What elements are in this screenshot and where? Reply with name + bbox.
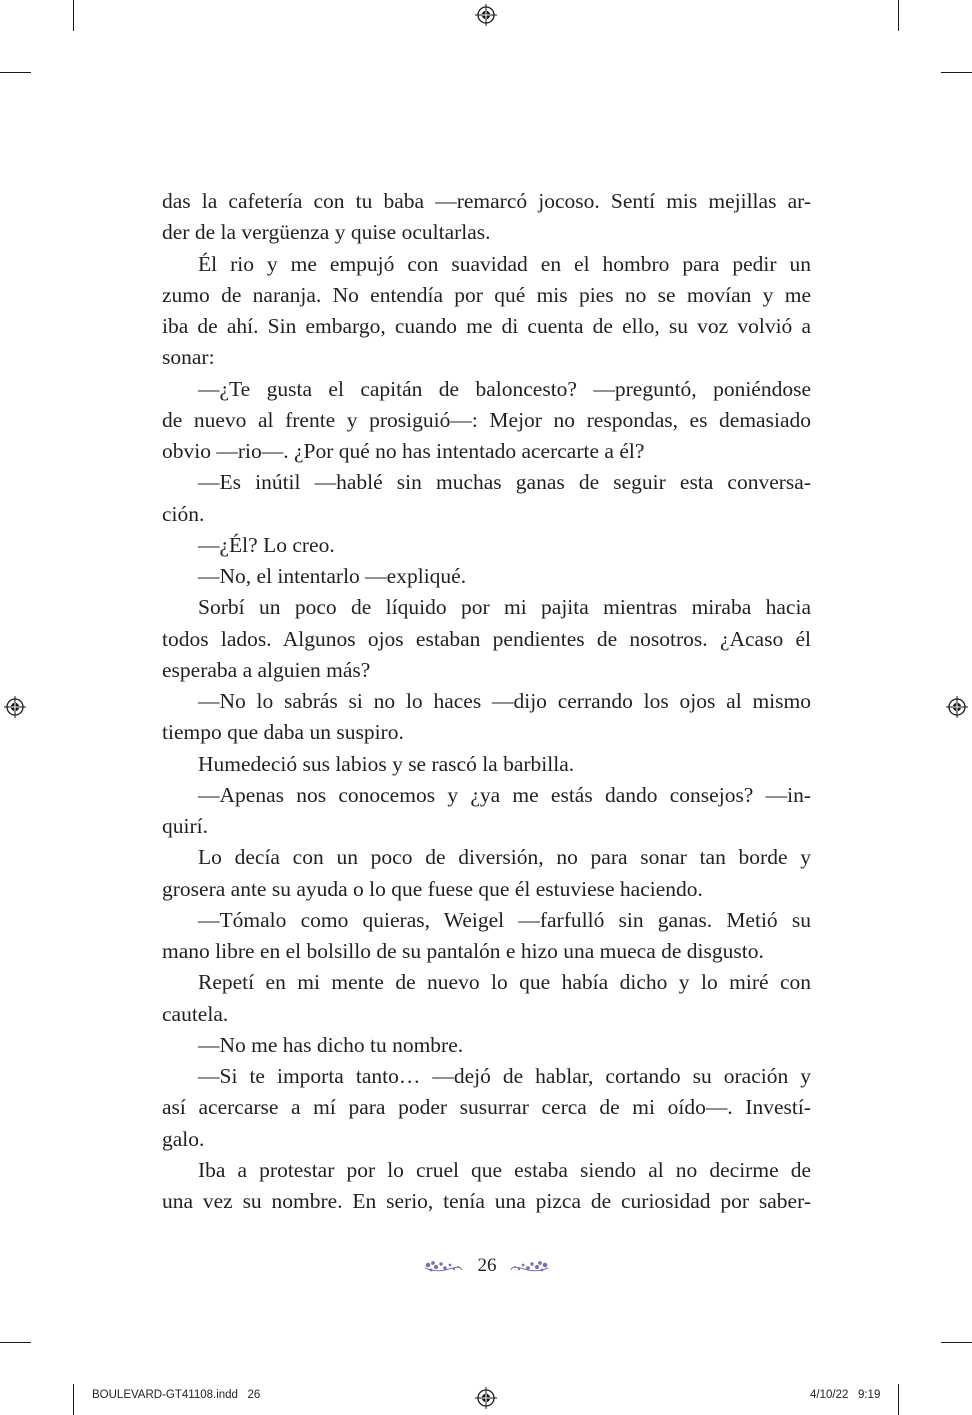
text-line: esperaba a alguien más?: [162, 657, 371, 682]
crop-mark-top-left-vertical: [73, 0, 74, 31]
floral-ornament-icon: [510, 1259, 550, 1275]
text-line: —¿Él? Lo creo.: [198, 532, 335, 557]
crop-mark-bottom-right-vertical: [898, 1384, 899, 1415]
crop-mark-bottom-left-vertical: [73, 1384, 74, 1415]
registration-target-icon: [4, 696, 26, 718]
text-line: iba de ahí. Sin embargo, cuando me di cuenta de ello, su voz volvió a: [162, 314, 811, 338]
text-line: —No, el intentarlo —expliqué.: [198, 564, 467, 588]
text-line: —Apenas nos conocemos y ¿ya me estás dando consejos? —in-: [198, 782, 811, 807]
text-line: Lo decía con un poco de diversión, no para sonar tan borde y: [198, 845, 811, 870]
text-line: der de la vergüenza y quise ocultarlas.: [162, 220, 491, 245]
text-line: mano libre en el bolsillo de su pantalón e hizo una mueca de disgusto.: [162, 939, 764, 963]
text-line: —Si te importa tanto… —dejó de hablar, cortando su oración y: [198, 1064, 811, 1088]
crop-mark-top-right-horizontal: [941, 72, 972, 73]
text-line: galo.: [162, 1126, 205, 1151]
text-line: así acercarse a mí para poder susurrar cerca de mi oído—. Investí-: [162, 1095, 811, 1120]
text-line: de nuevo al frente y prosiguió—: Mejor no respondas, es demasiado: [162, 407, 811, 432]
page-footer: [0, 1255, 972, 1281]
text-line: quirí.: [162, 814, 208, 838]
text-line: Repetí en mi mente de nuevo lo que había dicho y lo miré con: [198, 970, 811, 995]
floral-ornament-icon: [423, 1259, 463, 1275]
registration-target-icon: [475, 1387, 497, 1409]
crop-mark-bottom-left-horizontal: [0, 1342, 31, 1343]
text-line: ción.: [162, 501, 205, 526]
text-line: Sorbí un poco de líquido por mi pajita mientras miraba hacia: [198, 595, 811, 620]
body-text: [162, 186, 811, 1217]
crop-mark-top-right-vertical: [898, 0, 899, 31]
text-line: zumo de naranja. No entendía por qué mis pies no se movían y me: [162, 282, 811, 307]
text-line: todos lados. Algunos ojos estaban pendientes de nosotros. ¿Acaso él: [162, 626, 811, 651]
text-line: Humedeció sus labios y se rascó la barbilla.: [198, 751, 575, 776]
text-line: grosera ante su ayuda o lo que fuese que él estuviese haciendo.: [162, 876, 703, 901]
text-line: una vez su nombre. En serio, tenía una pizca de curiosidad por saber-: [162, 1189, 811, 1213]
text-line: tiempo que daba un suspiro.: [162, 720, 404, 745]
text-line: das la cafetería con tu baba —remarcó jocoso. Sentí mis mejillas ar-: [162, 189, 811, 213]
text-line: —No me has dicho tu nombre.: [198, 1032, 464, 1057]
registration-target-icon: [946, 696, 968, 718]
text-line: sonar:: [162, 345, 215, 370]
text-line: —No lo sabrás si no lo haces —dijo cerrando los ojos al mismo: [198, 689, 811, 713]
crop-mark-bottom-right-horizontal: [941, 1342, 972, 1343]
slug-date-time: 4/10/22 9:19: [810, 1389, 881, 1401]
text-line: —Es inútil —hablé sin muchas ganas de seguir esta conversa-: [198, 470, 811, 495]
text-line: —¿Te gusta el capitán de baloncesto? —preguntó, poniéndose: [198, 376, 811, 401]
text-line: Iba a protestar por lo cruel que estaba siendo al no decirme de: [198, 1157, 811, 1182]
crop-mark-top-left-horizontal: [0, 72, 31, 73]
text-line: obvio —rio—. ¿Por qué no has intentado acercarte a él?: [162, 439, 645, 463]
slug-file-label: BOULEVARD-GT41108.indd 26: [92, 1389, 261, 1401]
text-line: —Tómalo como quieras, Weigel —farfulló sin ganas. Metió su: [198, 907, 811, 932]
text-line: Él rio y me empujó con suavidad en el hombro para pedir un: [198, 251, 811, 276]
registration-target-icon: [475, 4, 497, 26]
page-number: 26: [477, 1255, 497, 1276]
text-line: cautela.: [162, 1001, 229, 1026]
